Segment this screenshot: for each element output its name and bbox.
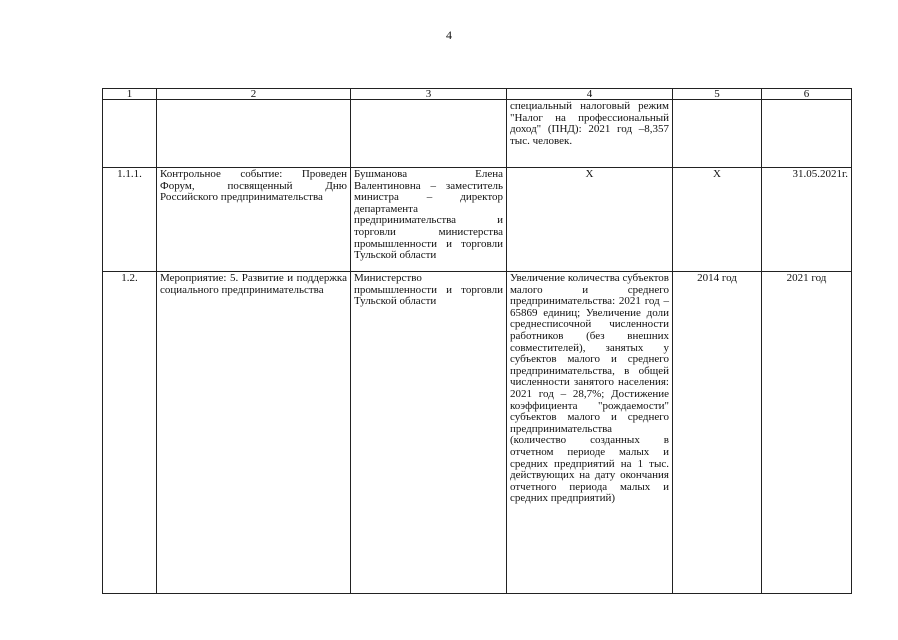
responsible-cell: Бушманова Елена Валентиновна – заместитель министра – директор департамента предпринимательства и торговли министерства промышленности и торговли Тульской области	[351, 168, 507, 272]
table-row	[103, 272, 852, 594]
row-number-cell: 1.1.1.	[103, 168, 157, 272]
page-number: 4	[446, 28, 452, 42]
end-date-cell: 31.05.2021г.	[762, 168, 852, 272]
event-name-cell: Мероприятие: 5. Развитие и поддержка социального предпринимательства	[157, 272, 351, 594]
start-date-cell: 2014 год	[673, 272, 762, 594]
table-row	[103, 168, 852, 272]
table-row	[103, 100, 852, 168]
column-header-1: 1	[103, 89, 157, 100]
start-date-cell	[673, 100, 762, 168]
responsible-cell	[351, 100, 507, 168]
result-cell: специальный налоговый режим "Налог на профессиональный доход" (ПНД): 2021 год –8,357 тыс. человек.	[507, 100, 673, 168]
column-header-3: 3	[351, 89, 507, 100]
row-number-cell: 1.2.	[103, 272, 157, 594]
table-header-row	[103, 89, 852, 100]
start-date-cell: Х	[673, 168, 762, 272]
column-header-2: 2	[157, 89, 351, 100]
event-name-cell: Контрольное событие: Проведен Форум, посвященный Дню Российского предпринимательства	[157, 168, 351, 272]
column-header-6: 6	[762, 89, 852, 100]
responsible-cell: Министерство промышленности и торговли Тульской области	[351, 272, 507, 594]
result-cell: Х	[507, 168, 673, 272]
column-header-5: 5	[673, 89, 762, 100]
result-cell: Увеличение количества субъектов малого и среднего предпринимательства: 2021 год – 65869 единиц; Увеличение доли среднесписочной численности работников (без внешних совместителей), занятых у субъектов малого и среднего предпринимательства, в общей численности занятого населения: 2021 год – 28,7%; Достижение коэффициента "рождаемости" субъектов малого и среднего предпринимательства (количество созданных в отчетном периоде малых и средних предприятий на 1 тыс. действующих на дату окончания отчетного периода малых и средних предприятий)	[507, 272, 673, 594]
row-number-cell	[103, 100, 157, 168]
end-date-cell: 2021 год	[762, 272, 852, 594]
end-date-cell	[762, 100, 852, 168]
column-header-4: 4	[507, 89, 673, 100]
event-name-cell	[157, 100, 351, 168]
plan-table	[102, 88, 852, 594]
